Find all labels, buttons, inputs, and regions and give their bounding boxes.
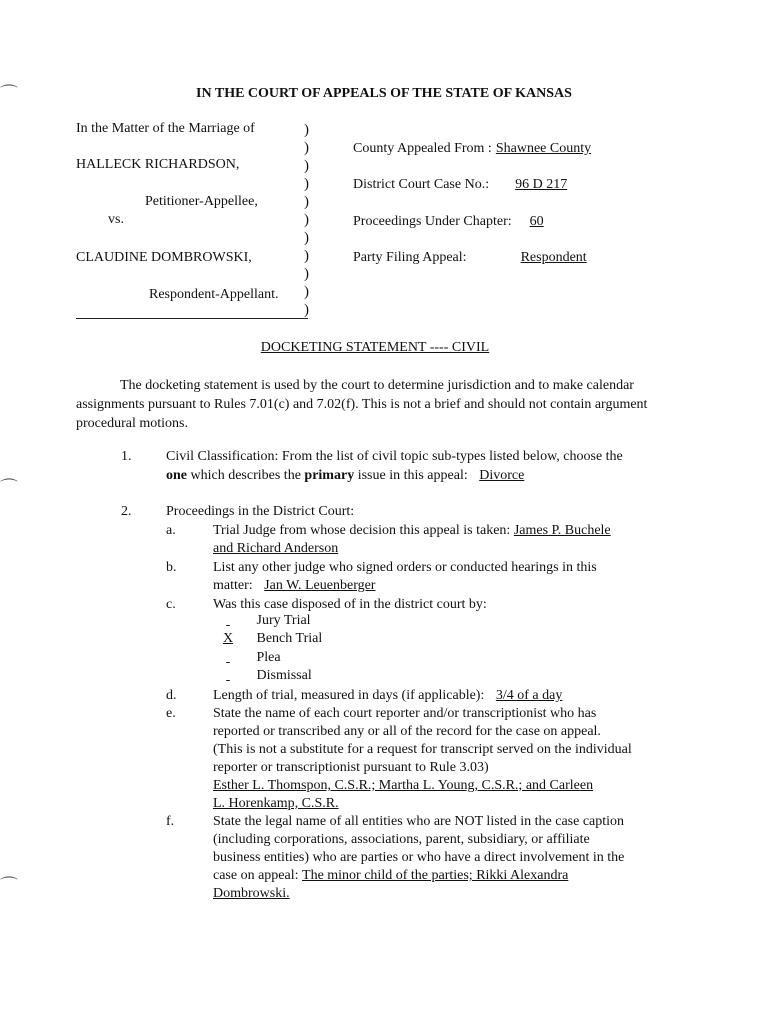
item2b-line2 (213, 578, 662, 594)
scan-mark: ⌒ (0, 876, 18, 897)
petitioner-name: HALLECK RICHARDSON, (76, 157, 240, 172)
option-label: Dismissal (256, 668, 312, 683)
item2e-line1: State the name of each court reporter and/or transcriptionist who has (213, 706, 597, 721)
item2e-answer2-text: L. Horenkamp, C.S.R. (213, 796, 339, 811)
item2f-answer1: The minor child of the parties; Rikki Alexandra (302, 868, 569, 883)
intro-text: The docketing statement is used by the court to determine jurisdiction and to make calendar assignments pursuant to Rules 7.01(c) and 7.02(f). This is not a brief and should not contain argument procedural motions. (76, 378, 648, 431)
item2a-answer2: and Richard Anderson (213, 541, 339, 556)
option-mark (213, 650, 243, 666)
item2a-line2 (213, 541, 673, 557)
item1-end: issue in this appeal: (357, 468, 468, 483)
case-number-field (353, 177, 614, 193)
caption-parentheses: ) ) ) ) ) ) ) ) ) ) ) (304, 122, 309, 318)
item2d-answer: 3/4 of a day (495, 688, 563, 703)
item1-bold-primary: primary (304, 468, 355, 483)
item2a-text: Trial Judge from whose decision this appeal is taken: (213, 523, 511, 538)
chapter-value: 60 (529, 214, 544, 229)
case-number-value: 96 D 217 (515, 177, 568, 192)
item2e-line4: reporter or transcriptionist pursuant to Rule 3.03) (213, 760, 489, 775)
party-label: Party Filing Appeal: (353, 250, 467, 265)
item2f-text4: case on appeal: (213, 868, 299, 883)
respondent-name: CLAUDINE DOMBROWSKI, (76, 250, 252, 265)
item2e-answer2 (213, 796, 675, 812)
petitioner-role: Petitioner-Appellee, (145, 194, 258, 209)
item2b-text2: matter: (213, 578, 253, 593)
item2d-text: Length of trial, measured in days (if applicable): (213, 688, 485, 703)
option-mark: X (222, 631, 234, 646)
item2f-letter: f. (166, 814, 175, 829)
county-label: County Appealed From : (353, 141, 492, 156)
option-jury-trial (213, 613, 311, 629)
item2f-answer2: Dombrowski. (213, 886, 290, 901)
item2c-text: Was this case disposed of in the district court by: (213, 597, 487, 612)
option-dismissal (213, 668, 312, 684)
case-number-label: District Court Case No.: (353, 177, 490, 192)
option-plea (213, 650, 281, 666)
item2f-line3: business entities) who are parties or who have a direct involvement in the (213, 850, 625, 865)
chapter-label: Proceedings Under Chapter: (353, 214, 512, 229)
option-label: Plea (256, 650, 281, 665)
item2f-line4 (213, 868, 660, 884)
option-mark (213, 613, 243, 629)
item2c-letter: c. (166, 597, 176, 612)
option-mark (213, 668, 243, 684)
item1-answer: Divorce (479, 468, 525, 483)
item2e-line3: (This is not a substitute for a request for transcript served on the individual (213, 742, 632, 757)
item1-bold-one: one (166, 468, 187, 483)
item1-text: Civil Classification: From the list of civil topic sub-types listed below, choose the (166, 449, 623, 464)
item1-question (166, 468, 643, 484)
section-title: DOCKETING STATEMENT ---- CIVIL (260, 340, 490, 355)
option-label: Jury Trial (256, 613, 311, 628)
respondent-role: Respondent-Appellant. (149, 287, 279, 302)
item2f-line2: (including corporations, associations, parent, subsidiary, or affiliate (213, 832, 590, 847)
item2e-line2: reported or transcribed any or all of the record for the case on appeal. (213, 724, 601, 739)
county-value: Shawnee County (495, 141, 592, 156)
item2f-line1: State the legal name of all entities who are NOT listed in the case caption (213, 814, 625, 829)
item2e-letter: e. (166, 706, 176, 721)
item2-number: 2. (121, 504, 132, 519)
option-bench-trial (213, 631, 322, 647)
intro-paragraph (76, 376, 676, 433)
item2b-answer: Jan W. Leuenberger (264, 578, 376, 593)
item2d-line (213, 688, 653, 704)
chapter-field (353, 214, 622, 230)
scan-mark: ⌒ (0, 478, 18, 499)
item2e-answer1-text: Esther L. Thomspon, C.S.R.; Martha L. Young, C.S.R.; and Carleen (213, 778, 594, 793)
item2a-line1 (213, 523, 611, 539)
item2b-letter: b. (166, 560, 177, 575)
item2-heading: Proceedings in the District Court: (166, 504, 355, 519)
county-field (353, 141, 629, 157)
party-value: Respondent (520, 250, 587, 265)
item2a-answer1: James P. Buchele (513, 523, 611, 538)
item2b-text1: List any other judge who signed orders or conducted hearings in this (213, 560, 597, 575)
document-title: IN THE COURT OF APPEALS OF THE STATE OF KANSAS (196, 86, 572, 101)
item2f-answer2-line (213, 886, 675, 902)
item1-mid: which describes the (190, 468, 301, 483)
item2e-answer1 (213, 778, 668, 794)
versus-label: vs. (108, 212, 124, 227)
option-label: Bench Trial (256, 631, 323, 646)
party-field (353, 250, 619, 266)
item2d-letter: d. (166, 688, 177, 703)
item2a-letter: a. (166, 523, 176, 538)
scan-mark: ⌒ (0, 84, 18, 105)
item1-number: 1. (121, 449, 132, 464)
caption-underline (76, 318, 308, 319)
caption-matter: In the Matter of the Marriage of (76, 121, 255, 136)
